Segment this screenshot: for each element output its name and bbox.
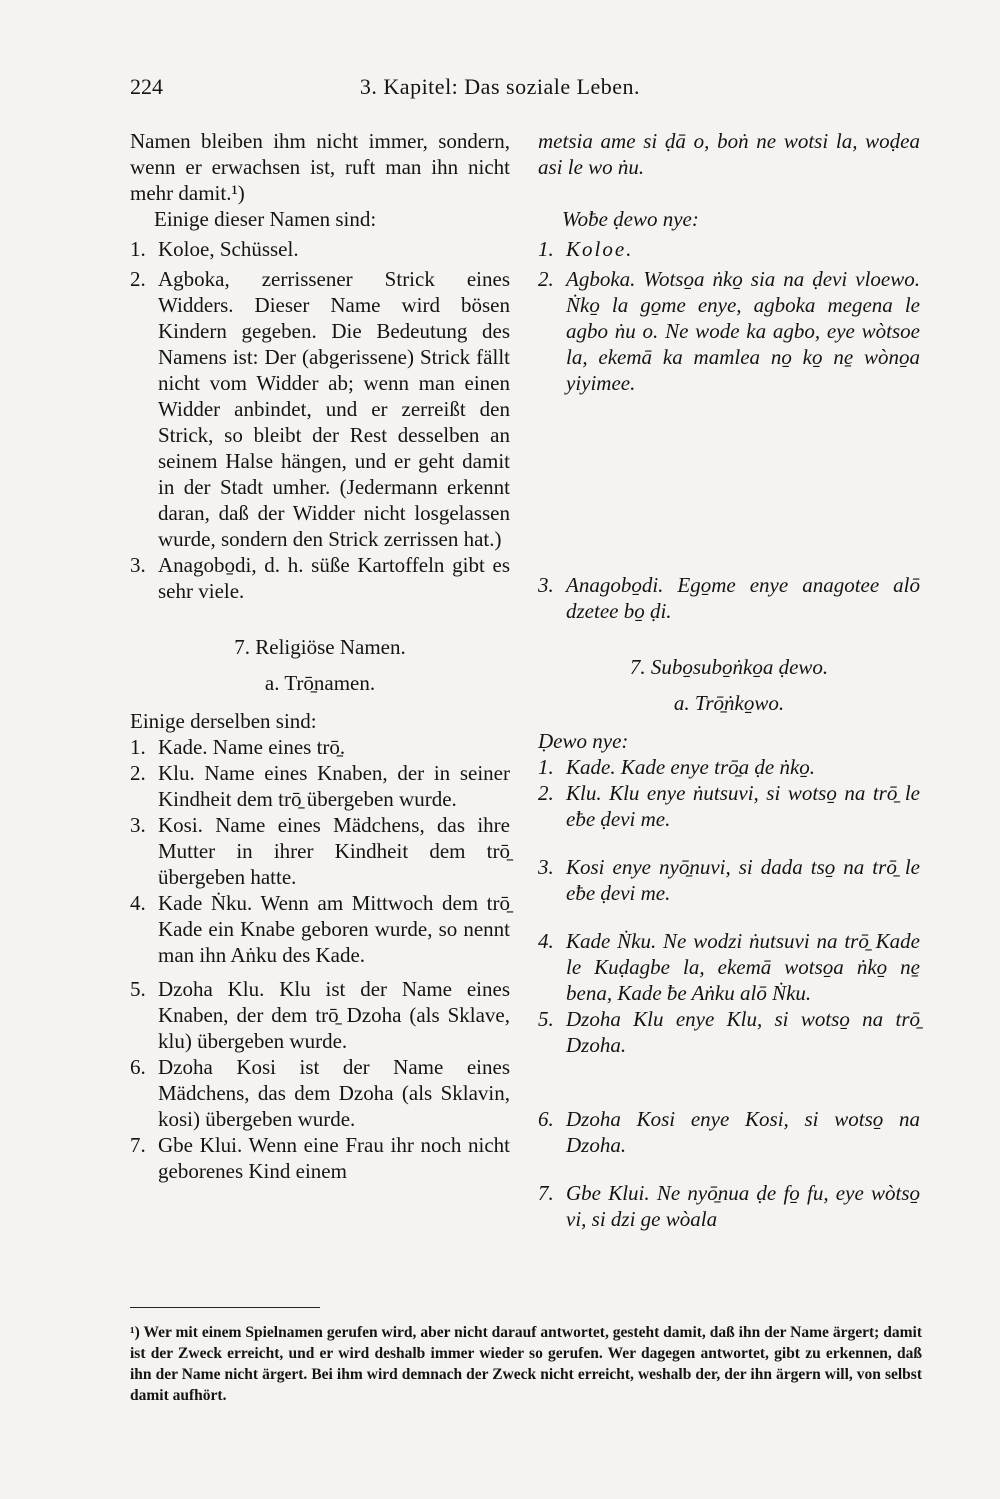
list-item <box>538 1106 920 1158</box>
paragraph: Einige dieser Namen sind: <box>154 207 377 231</box>
item-text: Kosi. Name eines Mädchens, das ihre Mutter in ihrer Kindheit dem trō̱ übergeben hatte. <box>158 813 510 889</box>
list-item <box>538 1006 920 1058</box>
item-text: Kade Ṅku. Wenn am Mittwoch dem trō̱ Kade ein Knabe geboren wurde, so nennt man ihn Aṅku des Kade. <box>158 891 510 967</box>
subsection-heading: a. Trō̱namen. <box>264 671 376 695</box>
list-item <box>130 976 510 1054</box>
page-number: 224 <box>130 74 163 99</box>
item-number: 2. <box>538 781 554 805</box>
item-text: Gbe Klui. Ne nyō̱nua ḍe fo̱ fu, eye wòtso̱ vi, si dzi ge wòala <box>566 1181 920 1231</box>
list-item <box>130 266 510 552</box>
item-text: Kade. Name eines trō̱. <box>158 735 346 759</box>
item-text: Anagobo̱di. Ego̱me enye anagotee alō dzetee bo̱ ḍi. <box>566 573 920 623</box>
item-text: Dzoha Kosi ist der Name eines Mädchens, das dem Dzoha (als Sklavin, kosi) übergeben wurde. <box>158 1055 510 1131</box>
item-number: 2. <box>130 761 146 785</box>
item-number: 1. <box>130 237 146 261</box>
item-text: Kade. Kade enye trō̱a ḍe ṅko̱. <box>566 755 816 779</box>
list-item <box>130 760 510 812</box>
list-item <box>130 552 510 604</box>
item-number: 1. <box>130 735 146 759</box>
item-text: Dzoha Klu. Klu ist der Name eines Knaben, der dem trō̱ Dzoha (als Sklave, klu) übergeben wurde. <box>158 977 510 1053</box>
paragraph: Ḍewo nye: <box>538 729 629 753</box>
item-number: 4. <box>538 929 554 953</box>
list-item <box>538 754 920 780</box>
item-number: 2. <box>130 267 146 291</box>
item-number: 1. <box>538 237 554 261</box>
footnote-divider <box>130 1307 320 1308</box>
paragraph: Woƀe ḍewo nye: <box>562 207 699 231</box>
section-heading: 7. Subo̱subo̱ṅko̱a ḍewo. <box>629 655 829 679</box>
item-number: 4. <box>130 891 146 915</box>
item-text: Agboka. Wotso̱a ṅko̱ sia na ḍevi vloewo. Ṅko̱ la go̱me enye, agboka megena le agbo ṅu o. Ne wode ka agbo, eye wòtsoe la, ekemā ka mamlea no̱ ko̱ ne̱ wòno̱a yiyimee. <box>566 267 920 395</box>
item-number: 6. <box>538 1107 554 1131</box>
item-text: Dzoha Klu enye Klu, si wotso̱ na trō̱ Dzoha. <box>566 1007 920 1057</box>
item-number: 5. <box>538 1007 554 1031</box>
item-text: Koloe, Schüssel. <box>158 237 299 261</box>
footnote: ¹) Wer mit einem Spielnamen gerufen wird, aber nicht darauf antwortet, gesteht damit, daß ihn der Name ärgert; damit ist der Zweck erreicht, und er wird deshalb immer wieder so gerufen. Wer dagegen antwortet, gibt zu erkennen, daß ihn der Name nicht ärgert. Bei ihm wird demnach der Zweck nicht erreicht, weshalb der, der ihn ärgern will, von selbst damit aufhört. <box>130 1324 922 1404</box>
running-title: 3. Kapitel: Das soziale Leben. <box>359 74 641 99</box>
list-item <box>538 572 920 624</box>
item-number: 3. <box>130 553 146 577</box>
item-number: 7. <box>538 1181 554 1205</box>
item-text: Klu. Name eines Knaben, der in seiner Kindheit dem trō̱ übergeben wurde. <box>158 761 510 811</box>
item-text: Agboka, zerrissener Strick eines Widders. Dieser Name wird bösen Kindern gegeben. Die Bedeutung des Namens ist: Der (abgerissene) Strick fällt nicht vom Widder ab; wenn man einen Widder anbindet, und er zerreißt den Strick, so bleibt der Rest desselben an seinem Halse hängen, und er geht damit in der Stadt umher. (Jedermann erkennt daran, daß der Widder nicht losgelassen wurde, sondern den Strick zerrissen hat.) <box>158 267 510 551</box>
item-number: 3. <box>130 813 146 837</box>
paragraph: Einige derselben sind: <box>130 709 317 733</box>
list-item <box>130 1132 510 1184</box>
list-item <box>538 780 920 832</box>
paragraph: Namen bleiben ihm nicht immer, sondern, wenn er erwachsen ist, ruft man ihn nicht mehr damit.¹) <box>130 129 510 205</box>
list-item <box>130 890 510 968</box>
item-text: Kade Ṅku. Ne wodzi ṅutsuvi na trō̱ Kade le Kuḍagbe la, ekemā wotso̱a ṅko̱ ne̱ bena, Kade ƀe Aṅku alō Ṅku. <box>566 929 920 1005</box>
item-text: Kosi enye nyō̱nuvi, si dada tso̱ na trō̱ le eƀe ḍevi me. <box>566 855 920 905</box>
list-item <box>538 1180 920 1232</box>
page-header <box>0 70 1000 110</box>
subsection-heading: a. Trō̱ṅko̱wo. <box>673 691 785 715</box>
german-column <box>130 128 510 1184</box>
item-number: 6. <box>130 1055 146 1079</box>
list-item <box>538 854 920 906</box>
list-item <box>130 734 510 760</box>
item-text: Klu. Klu enye ṅutsuvi, si wotso̱ na trō̱ le eƀe ḍevi me. <box>566 781 920 831</box>
item-number: 7. <box>130 1133 146 1157</box>
item-number: 3. <box>538 855 554 879</box>
item-number: 1. <box>538 755 554 779</box>
item-number: 2. <box>538 267 554 291</box>
list-item <box>130 812 510 890</box>
item-text: Dzoha Kosi enye Kosi, si wotso̱ na Dzoha. <box>566 1107 920 1157</box>
list-item <box>538 928 920 1006</box>
item-number: 3. <box>538 573 554 597</box>
ewe-column <box>538 128 920 1232</box>
item-text: Koloe. <box>566 237 634 261</box>
list-item <box>130 236 510 262</box>
list-item <box>538 236 920 262</box>
list-item <box>130 1054 510 1132</box>
item-text: Gbe Klui. Wenn eine Frau ihr noch nicht geborenes Kind einem <box>158 1133 510 1183</box>
item-text: Anagobo̱di, d. h. süße Kartoffeln gibt es sehr viele. <box>158 553 510 603</box>
list-item <box>538 266 920 396</box>
paragraph: metsia ame si ḍā o, boṅ ne wotsi la, woḍea asi le wo ṅu. <box>538 129 920 179</box>
item-number: 5. <box>130 977 146 1001</box>
section-heading: 7. Religiöse Namen. <box>234 635 406 659</box>
